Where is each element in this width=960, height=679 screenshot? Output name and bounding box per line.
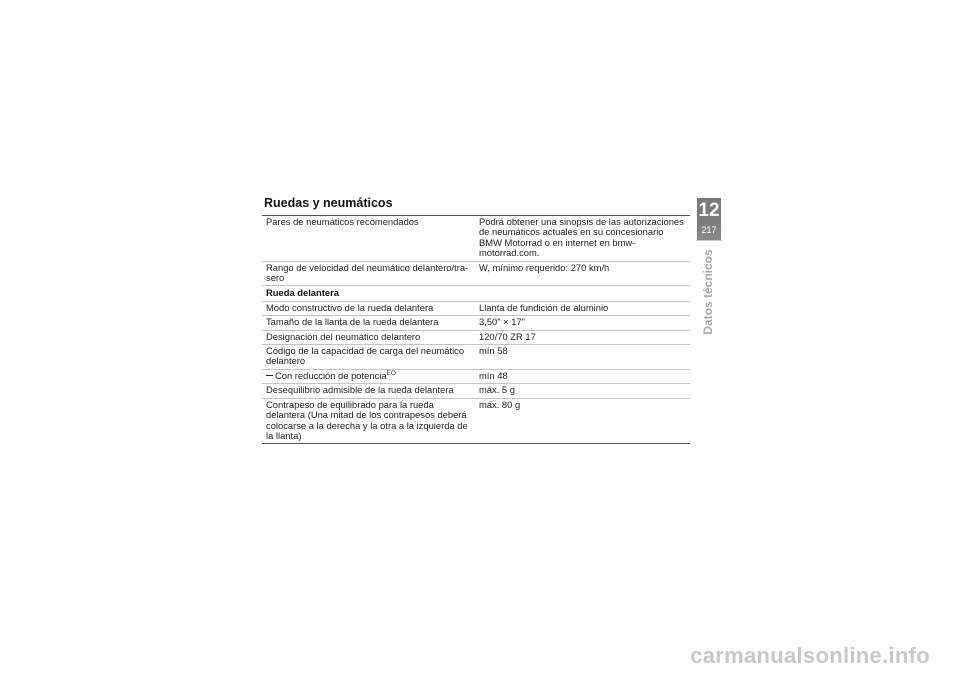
row-label: Contrapeso de equilibrado para la rueda delantera (Una mitad de los contrapesos deberá colocarse a la derecha y la otra a la izquierda de la llanta) bbox=[262, 398, 475, 444]
table-row bbox=[262, 216, 690, 262]
section-header: Rueda delantera bbox=[262, 286, 690, 301]
row-value: máx. 80 g bbox=[475, 398, 690, 444]
table-row bbox=[262, 301, 690, 315]
row-value: 120/70 ZR 17 bbox=[475, 330, 690, 344]
spec-table bbox=[262, 215, 690, 444]
row-label: Pares de neumáticos recomendados bbox=[262, 216, 475, 262]
watermark: carmanualsonline.info bbox=[690, 643, 930, 668]
row-value: W, mínimo requerido: 270 km/h bbox=[475, 261, 690, 286]
section-tab-label: Datos técnicos bbox=[701, 249, 715, 335]
row-label: Tamaño de la llanta de la rueda delantera bbox=[262, 316, 475, 330]
row-label: Desequilibrio admisible de la rueda delantera bbox=[262, 384, 475, 398]
row-value: máx. 5 g bbox=[475, 384, 690, 398]
row-label-cell bbox=[262, 369, 475, 383]
section-header-row bbox=[262, 286, 690, 301]
table-row bbox=[262, 398, 690, 444]
row-label: Designación del neumático delantero bbox=[262, 330, 475, 344]
dash-icon bbox=[266, 375, 273, 376]
chapter-number: 12 bbox=[697, 198, 721, 224]
row-value: mín 48 bbox=[475, 369, 690, 383]
page-title: Ruedas y neumáticos bbox=[264, 196, 393, 210]
table-row bbox=[262, 384, 690, 398]
row-label: Rango de velocidad del neumático delantero/tra-sero bbox=[262, 261, 475, 286]
row-value: Podrá obtener una sinopsis de las autorizaciones de neumáticos actuales en su concesionario BMW Motorrad o en internet en bmw-motorrad.com. bbox=[475, 216, 690, 262]
row-value: Llanta de fundición de aluminio bbox=[475, 301, 690, 315]
table-row bbox=[262, 316, 690, 330]
table-row bbox=[262, 369, 690, 383]
row-label: Modo constructivo de la rueda delantera bbox=[262, 301, 475, 315]
table-row bbox=[262, 345, 690, 370]
page-number: 217 bbox=[701, 225, 717, 235]
footnote-marker: EO bbox=[386, 369, 396, 377]
row-label: Con reducción de potencia bbox=[275, 369, 387, 381]
chapter-marker bbox=[697, 198, 721, 240]
row-value: 3,50" × 17" bbox=[475, 316, 690, 330]
divider bbox=[696, 240, 722, 241]
section-tab bbox=[696, 242, 720, 342]
table-row bbox=[262, 261, 690, 286]
row-value: mín 58 bbox=[475, 345, 690, 370]
row-label: Código de la capacidad de carga del neumático delantero bbox=[262, 345, 475, 370]
table-row bbox=[262, 330, 690, 344]
